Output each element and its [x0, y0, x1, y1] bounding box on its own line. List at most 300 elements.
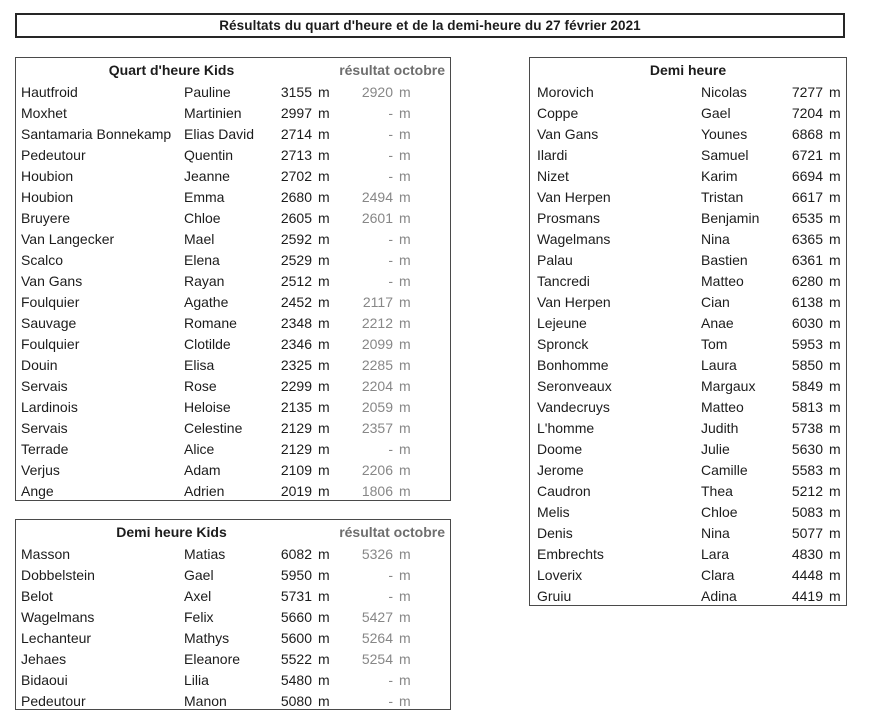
table-row: [530, 123, 846, 144]
distance-unit: m: [829, 398, 841, 415]
distance-value: 5849: [791, 377, 823, 394]
distance-unit: m: [318, 461, 330, 478]
october-unit: m: [399, 167, 411, 184]
runner-last-name: Bonhomme: [537, 356, 609, 373]
runner-first-name: Celestine: [184, 419, 243, 436]
distance-unit: m: [318, 650, 330, 667]
distance-unit: m: [829, 104, 841, 121]
runner-first-name: Heloise: [184, 398, 231, 415]
runner-first-name: Manon: [184, 692, 227, 709]
distance-value: 5813: [791, 398, 823, 415]
october-unit: m: [399, 545, 411, 562]
runner-last-name: Van Gans: [21, 272, 83, 289]
distance-value: 6365: [791, 230, 823, 247]
runner-last-name: Van Langecker: [21, 230, 115, 247]
distance-unit: m: [318, 167, 330, 184]
distance-value: 7204: [791, 104, 823, 121]
distance-unit: m: [829, 83, 841, 100]
runner-first-name: Thea: [701, 482, 733, 499]
distance-unit: m: [318, 230, 330, 247]
distance-value: 5950: [280, 566, 312, 583]
runner-first-name: Tom: [701, 335, 728, 352]
table-row: [530, 459, 846, 480]
october-value: 1806: [361, 482, 393, 499]
table-row: [16, 417, 450, 438]
distance-value: 5738: [791, 419, 823, 436]
table-row: [530, 165, 846, 186]
table-row: [530, 396, 846, 417]
table-row: [530, 249, 846, 270]
distance-unit: m: [318, 293, 330, 310]
table-row: [16, 354, 450, 375]
runner-last-name: Douin: [21, 356, 58, 373]
runner-last-name: Masson: [21, 545, 71, 562]
distance-value: 5522: [280, 650, 312, 667]
table-row: [16, 102, 450, 123]
distance-unit: m: [318, 692, 330, 709]
runner-last-name: Melis: [537, 503, 570, 520]
october-unit: m: [399, 377, 411, 394]
runner-first-name: Lilia: [184, 671, 209, 688]
runner-first-name: Axel: [184, 587, 212, 604]
table-header: [16, 58, 450, 81]
distance-value: 2129: [280, 419, 312, 436]
distance-unit: m: [318, 83, 330, 100]
october-unit: m: [399, 188, 411, 205]
distance-value: 5630: [791, 440, 823, 457]
distance-value: 4419: [791, 587, 823, 604]
october-column-header: résultat octobre: [339, 61, 445, 78]
runner-first-name: Samuel: [701, 146, 749, 163]
distance-unit: m: [829, 440, 841, 457]
distance-unit: m: [318, 587, 330, 604]
runner-last-name: Gruiu: [537, 587, 572, 604]
runner-first-name: Chloe: [701, 503, 738, 520]
runner-first-name: Laura: [701, 356, 737, 373]
distance-unit: m: [318, 272, 330, 289]
distance-value: 2299: [280, 377, 312, 394]
runner-last-name: Hautfroid: [21, 83, 78, 100]
distance-unit: m: [318, 335, 330, 352]
distance-unit: m: [829, 293, 841, 310]
distance-value: 6721: [791, 146, 823, 163]
distance-value: 6361: [791, 251, 823, 268]
distance-value: 5083: [791, 503, 823, 520]
table-row: [530, 417, 846, 438]
runner-first-name: Adina: [701, 587, 737, 604]
runner-last-name: Lardinois: [21, 398, 78, 415]
october-value: 5254: [361, 650, 393, 667]
october-unit: m: [399, 251, 411, 268]
table-header: [530, 58, 846, 81]
distance-value: 6030: [791, 314, 823, 331]
distance-unit: m: [318, 251, 330, 268]
october-unit: m: [399, 272, 411, 289]
october-value: 2494: [361, 188, 393, 205]
distance-value: 5660: [280, 608, 312, 625]
runner-last-name: L'homme: [537, 419, 595, 436]
distance-value: 6082: [280, 545, 312, 562]
runner-first-name: Judith: [701, 419, 739, 436]
distance-unit: m: [318, 671, 330, 688]
table-row: [16, 375, 450, 396]
runner-first-name: Matteo: [701, 272, 744, 289]
runner-last-name: Terrade: [21, 440, 69, 457]
october-unit: m: [399, 587, 411, 604]
distance-value: 2605: [280, 209, 312, 226]
table-row: [530, 354, 846, 375]
runner-last-name: Seronveaux: [537, 377, 612, 394]
runner-last-name: Lejeune: [537, 314, 587, 331]
distance-unit: m: [318, 104, 330, 121]
october-unit: m: [399, 398, 411, 415]
distance-value: 2702: [280, 167, 312, 184]
october-unit: m: [399, 293, 411, 310]
october-value: 2357: [361, 419, 393, 436]
table-row: [530, 585, 846, 606]
october-unit: m: [399, 335, 411, 352]
runner-first-name: Quentin: [184, 146, 234, 163]
october-unit: m: [399, 566, 411, 583]
distance-value: 2019: [280, 482, 312, 499]
runner-last-name: Wagelmans: [21, 608, 95, 625]
runner-last-name: Servais: [21, 419, 68, 436]
runner-first-name: Agathe: [184, 293, 229, 310]
runner-last-name: Ilardi: [537, 146, 568, 163]
october-value: 5427: [361, 608, 393, 625]
distance-value: 5600: [280, 629, 312, 646]
october-unit: m: [399, 671, 411, 688]
runner-first-name: Nina: [701, 230, 730, 247]
runner-last-name: Pedeutour: [21, 146, 86, 163]
october-value: 2601: [361, 209, 393, 226]
distance-unit: m: [829, 167, 841, 184]
runner-last-name: Coppe: [537, 104, 579, 121]
table-row: [16, 606, 450, 627]
runner-last-name: Wagelmans: [537, 230, 611, 247]
table-row: [16, 564, 450, 585]
october-value: -: [388, 272, 393, 289]
october-value: -: [388, 125, 393, 142]
runner-last-name: Dobbelstein: [21, 566, 95, 583]
october-value: 2920: [361, 83, 393, 100]
runner-last-name: Jerome: [537, 461, 584, 478]
distance-unit: m: [829, 461, 841, 478]
distance-unit: m: [829, 314, 841, 331]
runner-last-name: Van Herpen: [537, 293, 611, 310]
table-row: [16, 312, 450, 333]
distance-unit: m: [318, 314, 330, 331]
distance-unit: m: [829, 209, 841, 226]
distance-unit: m: [318, 398, 330, 415]
table-row: [16, 669, 450, 690]
table-row: [530, 480, 846, 501]
runner-last-name: Foulquier: [21, 293, 80, 310]
runner-last-name: Caudron: [537, 482, 591, 499]
table-row: [16, 543, 450, 564]
table-header: [16, 520, 450, 543]
runner-last-name: Lechanteur: [21, 629, 92, 646]
runner-first-name: Matteo: [701, 398, 744, 415]
runner-first-name: Chloe: [184, 209, 221, 226]
distance-unit: m: [318, 125, 330, 142]
october-value: 5326: [361, 545, 393, 562]
distance-value: 5953: [791, 335, 823, 352]
runner-last-name: Spronck: [537, 335, 589, 352]
october-value: -: [388, 692, 393, 709]
distance-value: 2109: [280, 461, 312, 478]
distance-unit: m: [318, 482, 330, 499]
table-row: [530, 291, 846, 312]
runner-first-name: Adam: [184, 461, 221, 478]
runner-last-name: Houbion: [21, 167, 74, 184]
runner-last-name: Doome: [537, 440, 583, 457]
october-unit: m: [399, 482, 411, 499]
runner-last-name: Jehaes: [21, 650, 67, 667]
table-row: [530, 228, 846, 249]
distance-unit: m: [318, 566, 330, 583]
runner-first-name: Mael: [184, 230, 215, 247]
table-row: [16, 690, 450, 711]
runner-first-name: Martinien: [184, 104, 242, 121]
table-row: [16, 585, 450, 606]
table-row: [530, 102, 846, 123]
table-row: [530, 375, 846, 396]
distance-unit: m: [318, 377, 330, 394]
runner-last-name: Belot: [21, 587, 53, 604]
distance-value: 2348: [280, 314, 312, 331]
distance-value: 2714: [280, 125, 312, 142]
october-value: -: [388, 230, 393, 247]
runner-last-name: Prosmans: [537, 209, 601, 226]
distance-unit: m: [829, 482, 841, 499]
distance-value: 4830: [791, 545, 823, 562]
october-value: -: [388, 566, 393, 583]
runner-first-name: Bastien: [701, 251, 748, 268]
runner-first-name: Alice: [184, 440, 215, 457]
distance-value: 5080: [280, 692, 312, 709]
distance-value: 5077: [791, 524, 823, 541]
runner-first-name: Adrien: [184, 482, 225, 499]
distance-value: 6535: [791, 209, 823, 226]
distance-unit: m: [829, 545, 841, 562]
distance-value: 5731: [280, 587, 312, 604]
runner-first-name: Karim: [701, 167, 738, 184]
runner-last-name: Palau: [537, 251, 573, 268]
distance-value: 6617: [791, 188, 823, 205]
runner-first-name: Anae: [701, 314, 734, 331]
runner-last-name: Nizet: [537, 167, 569, 184]
table-row: [16, 648, 450, 669]
table-row: [530, 186, 846, 207]
october-value: 2212: [361, 314, 393, 331]
runner-last-name: Houbion: [21, 188, 74, 205]
runner-last-name: Van Herpen: [537, 188, 611, 205]
distance-unit: m: [318, 356, 330, 373]
october-value: 2059: [361, 398, 393, 415]
table-row: [16, 186, 450, 207]
distance-value: 2129: [280, 440, 312, 457]
distance-value: 2713: [280, 146, 312, 163]
runner-first-name: Rayan: [184, 272, 225, 289]
distance-unit: m: [318, 545, 330, 562]
distance-value: 6138: [791, 293, 823, 310]
october-unit: m: [399, 608, 411, 625]
distance-value: 2325: [280, 356, 312, 373]
table-row: [16, 81, 450, 102]
table-demi-heure-kids: [15, 519, 451, 710]
october-unit: m: [399, 314, 411, 331]
runner-first-name: Mathys: [184, 629, 230, 646]
runner-first-name: Camille: [701, 461, 748, 478]
distance-value: 7277: [791, 83, 823, 100]
document-title: Résultats du quart d'heure et de la demi-heure du 27 février 2021: [219, 18, 641, 33]
table-row: [530, 501, 846, 522]
october-value: -: [388, 167, 393, 184]
table-quart-heure-kids: [15, 57, 451, 501]
distance-value: 5583: [791, 461, 823, 478]
runner-first-name: Romane: [184, 314, 237, 331]
runner-first-name: Felix: [184, 608, 214, 625]
distance-value: 5480: [280, 671, 312, 688]
october-unit: m: [399, 629, 411, 646]
distance-unit: m: [829, 146, 841, 163]
runner-last-name: Verjus: [21, 461, 60, 478]
table-row: [16, 438, 450, 459]
document-title-box: [15, 13, 845, 38]
table-row: [16, 291, 450, 312]
runner-first-name: Younes: [701, 125, 748, 142]
runner-first-name: Julie: [701, 440, 730, 457]
table-rows: [16, 543, 450, 711]
table-row: [16, 396, 450, 417]
distance-value: 2135: [280, 398, 312, 415]
october-unit: m: [399, 104, 411, 121]
table-title: Demi heure Kids: [116, 523, 227, 540]
table-row: [16, 459, 450, 480]
runner-last-name: Servais: [21, 377, 68, 394]
distance-unit: m: [318, 188, 330, 205]
distance-unit: m: [829, 524, 841, 541]
distance-value: 6694: [791, 167, 823, 184]
distance-unit: m: [318, 629, 330, 646]
runner-first-name: Elena: [184, 251, 220, 268]
runner-last-name: Loverix: [537, 566, 583, 583]
table-row: [530, 144, 846, 165]
october-value: 2206: [361, 461, 393, 478]
october-value: 2285: [361, 356, 393, 373]
distance-value: 2346: [280, 335, 312, 352]
runner-first-name: Clotilde: [184, 335, 231, 352]
runner-first-name: Nina: [701, 524, 730, 541]
runner-last-name: Bidaoui: [21, 671, 68, 688]
runner-last-name: Tancredi: [537, 272, 590, 289]
distance-unit: m: [829, 419, 841, 436]
october-unit: m: [399, 419, 411, 436]
runner-first-name: Gael: [701, 104, 731, 121]
table-row: [530, 543, 846, 564]
table-row: [530, 81, 846, 102]
runner-last-name: Scalco: [21, 251, 64, 268]
october-unit: m: [399, 440, 411, 457]
october-value: -: [388, 146, 393, 163]
runner-last-name: Embrechts: [537, 545, 604, 562]
runner-first-name: Jeanne: [184, 167, 230, 184]
runner-first-name: Benjamin: [701, 209, 760, 226]
distance-unit: m: [829, 125, 841, 142]
table-row: [16, 207, 450, 228]
distance-value: 2452: [280, 293, 312, 310]
runner-first-name: Elisa: [184, 356, 215, 373]
table-title: Quart d'heure Kids: [108, 61, 235, 78]
table-row: [530, 333, 846, 354]
runner-last-name: Vandecruys: [537, 398, 610, 415]
distance-unit: m: [318, 209, 330, 226]
table-row: [530, 564, 846, 585]
table-row: [16, 333, 450, 354]
runner-last-name: Bruyere: [21, 209, 71, 226]
table-row: [530, 270, 846, 291]
runner-first-name: Lara: [701, 545, 730, 562]
october-value: -: [388, 104, 393, 121]
october-value: 2099: [361, 335, 393, 352]
october-value: 2204: [361, 377, 393, 394]
october-unit: m: [399, 692, 411, 709]
distance-value: 6868: [791, 125, 823, 142]
distance-unit: m: [829, 230, 841, 247]
distance-unit: m: [829, 566, 841, 583]
october-value: 5264: [361, 629, 393, 646]
runner-first-name: Emma: [184, 188, 225, 205]
distance-unit: m: [829, 356, 841, 373]
october-value: 2117: [362, 293, 393, 310]
october-unit: m: [399, 125, 411, 142]
distance-value: 2592: [280, 230, 312, 247]
runner-first-name: Margaux: [701, 377, 756, 394]
runner-last-name: Moxhet: [21, 104, 67, 121]
table-row: [16, 144, 450, 165]
table-row: [16, 480, 450, 501]
runner-first-name: Elias David: [184, 125, 255, 142]
distance-value: 6280: [791, 272, 823, 289]
distance-unit: m: [829, 503, 841, 520]
runner-last-name: Foulquier: [21, 335, 80, 352]
runner-first-name: Nicolas: [701, 83, 747, 100]
distance-unit: m: [829, 272, 841, 289]
table-row: [16, 249, 450, 270]
runner-first-name: Rose: [184, 377, 217, 394]
distance-unit: m: [318, 146, 330, 163]
october-unit: m: [399, 650, 411, 667]
runner-last-name: Santamaria Bonnekamp: [21, 125, 172, 142]
october-value: -: [388, 671, 393, 688]
table-row: [530, 207, 846, 228]
october-unit: m: [399, 83, 411, 100]
distance-value: 5850: [791, 356, 823, 373]
october-unit: m: [399, 146, 411, 163]
table-row: [16, 627, 450, 648]
distance-value: 5212: [791, 482, 823, 499]
runner-last-name: Sauvage: [21, 314, 77, 331]
runner-first-name: Tristan: [701, 188, 744, 205]
table-row: [16, 270, 450, 291]
distance-unit: m: [318, 419, 330, 436]
distance-unit: m: [829, 188, 841, 205]
runner-last-name: Pedeutour: [21, 692, 86, 709]
distance-unit: m: [829, 587, 841, 604]
table-row: [16, 123, 450, 144]
distance-unit: m: [829, 251, 841, 268]
